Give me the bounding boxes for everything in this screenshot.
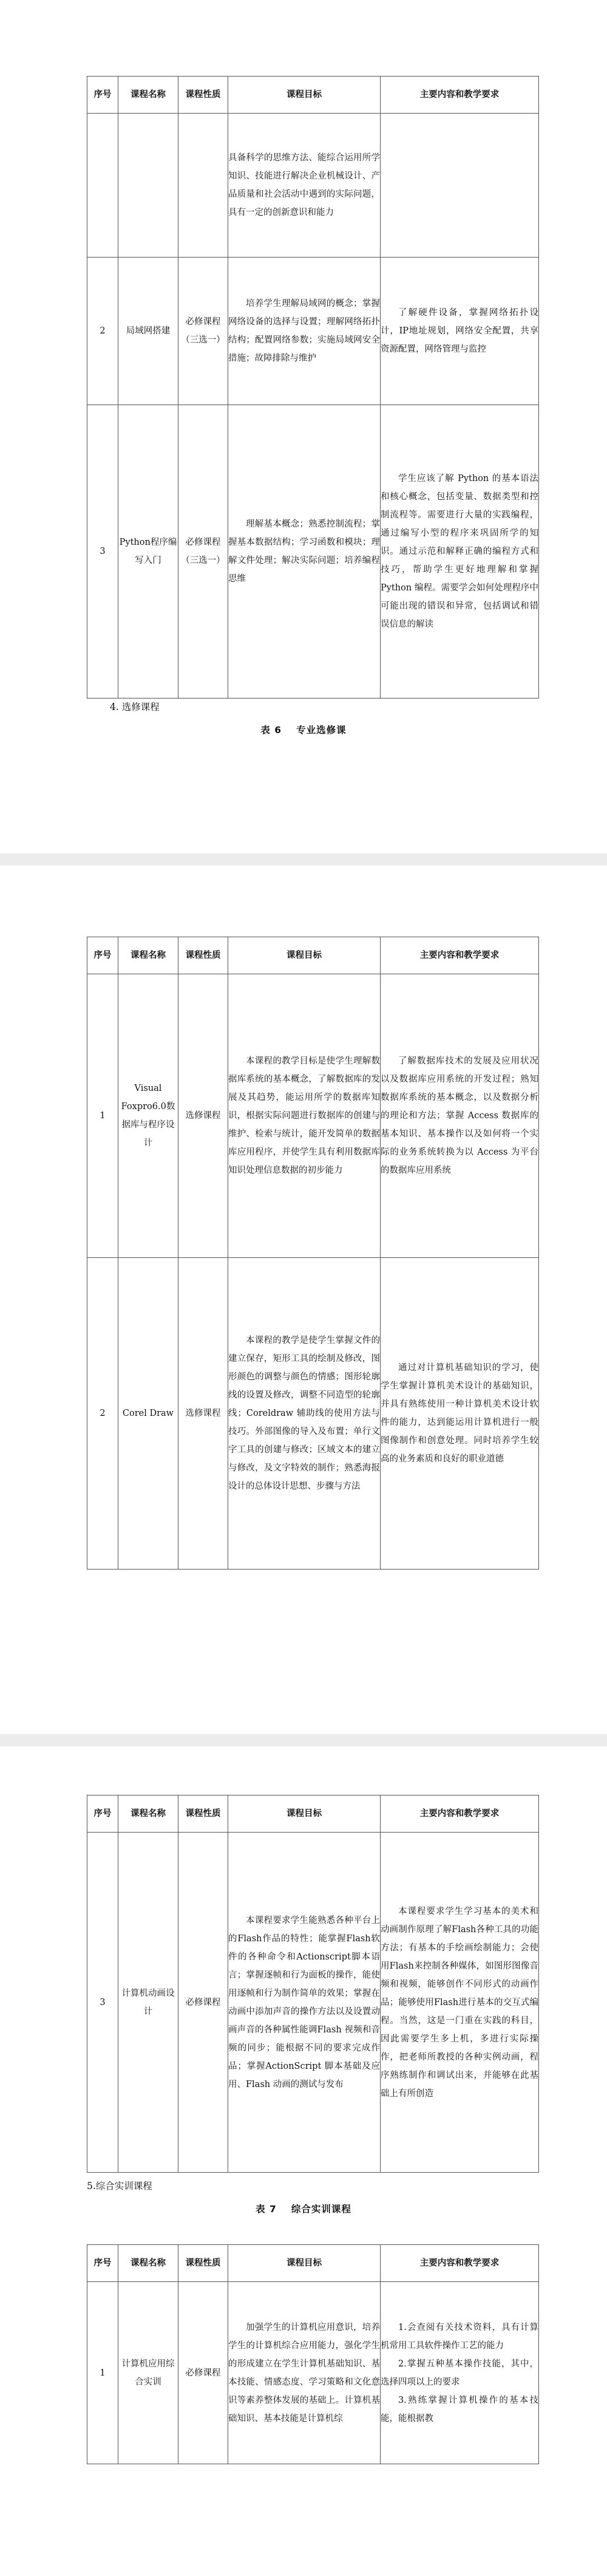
table-caption-7 (0, 2202, 607, 2215)
header-content: 主要内容和教学要求 (381, 1795, 539, 1833)
course-table-electives-cont (87, 1795, 539, 2173)
header-name: 课程名称 (118, 937, 178, 974)
row-nature: 必修课程 (178, 2282, 228, 2464)
row-nature: 选修课程 (178, 1258, 228, 1570)
row-content-text: 本课程要求学生学习基本的美术和动画制作原理了解Flash各种工具的功能方法；有基本的手绘画绘制能力；会使用Flash来控制各种媒体，如图形图像音频和视频，能够创作不同形式的动画作品；能够使用Flash进行基本的交互式编程。当然，这是一门重在实践的科目，因此需要学生多上机，多进行实际操作，把老师所教授的各种实例动画，程序熟练制作和调试出来，并能够在此基础上有所创造 (381, 1906, 538, 2099)
table-header-row (87, 937, 539, 974)
row-content (381, 114, 539, 258)
caption-title: 专业选修课 (296, 725, 347, 736)
row-num: 2 (87, 258, 118, 405)
header-name: 课程名称 (118, 77, 178, 114)
row-nature: 必修课程（三选一） (178, 405, 228, 699)
row-name: Corel Draw (118, 1258, 178, 1570)
row-num (87, 114, 118, 258)
row-name: 计算机应用综合实训 (118, 2282, 178, 2464)
row-nature: 必修课程（三选一） (178, 258, 228, 405)
header-name: 课程名称 (118, 2245, 178, 2282)
row-goal-text: 本课程的教学目标是使学生理解数据库系统的基本概念，了解数据库的发展及其趋势，能运用所学的数据库知识，根据实际问题进行数据库的创建与维护、检索与统计，能开发简单的数据库应用程序，并使学生具有利用数据库知识处理信息数据的初步能力 (228, 1056, 380, 1175)
header-content: 主要内容和教学要求 (381, 2245, 539, 2282)
table-header-row (87, 2245, 539, 2282)
row-content (381, 258, 539, 405)
row-content-line: 3.熟练掌握计算机操作的基本技能，能根据教 (381, 2395, 538, 2424)
row-goal-text: 本课程要求学生能熟悉各种平台上的Flash作品的特性；能掌握Flash软件的各种命令和Actionscript脚本语言；掌握逐帧和行为面板的操作，能使用逐帧和行为制作简单的效果；掌握在动画中添加声音的操作方法以及设置动画声音的各种属性能调Flash 视频和音频的同步；能根据不同的要求完成作品；掌握ActionScript 脚本基础及应用、Flash 动画的测试与发布 (228, 1915, 380, 2089)
row-goal-text: 本课程的教学是使学生掌握文件的建立保存，矩形工具的绘制及修改，图形颜色的调整与颜色的情感；图形轮廓线的设置及修改，调整不同造型的轮廓线；Coreldraw 辅助线的使用方法与技巧。外部图像的导入及布置；单行文字工具的创建与修改；区域文本的建立与修改，及文字特效的制作；熟悉海报设计的总体设计思想、步骤与方法 (228, 1336, 380, 1491)
row-content (381, 1833, 539, 2173)
row-content (381, 1258, 539, 1570)
row-name: 局域网搭建 (118, 258, 178, 405)
header-nature: 课程性质 (178, 937, 228, 974)
header-name: 课程名称 (118, 1795, 178, 1833)
header-goal: 课程目标 (228, 2245, 381, 2282)
row-content (381, 974, 539, 1258)
header-nature: 课程性质 (178, 2245, 228, 2282)
table-row (87, 114, 539, 258)
row-nature: 选修课程 (178, 974, 228, 1258)
row-content-text: 学生应该了解 Python 的基本语法和核心概念，包括变量、数据类型和控制流程等。需要进行大量的实践编程，通过编写小型的程序来巩固所学的知识。通过示范和解释正确的编程方式和技巧，帮助学生更好地理解和掌握 Python 编程。需要学会如何处理程序中可能出现的错误和异常，包括调试和错误信息的解读 (381, 474, 538, 629)
row-content (381, 405, 539, 699)
table-row (87, 1833, 539, 2173)
row-goal-text: 培养学生理解局域网的概念；掌握网络设备的选择与设置；理解网络拓扑结构；配置网络参数；实施局域网安全措施；故障排除与维护 (228, 299, 380, 363)
table-row (87, 258, 539, 405)
caption-number: 表 6 (260, 725, 282, 736)
caption-title: 综合实训课程 (291, 2204, 351, 2215)
row-content-line: 2.掌握五种基本操作技能，其中，选择四项以上的要求 (381, 2359, 538, 2387)
row-name (118, 114, 178, 258)
row-goal-text: 加强学生的计算机应用意识，培养学生的计算机综合应用能力，强化学生的形成建立在学生计算机基础知识、基本技能、情感态度、学习策略和文化意识等素养整体发展的基础上。计算机基础知识、基本技能是计算机综 (228, 2322, 380, 2424)
row-nature: 必修课程 (178, 1833, 228, 2173)
row-num: 3 (87, 405, 118, 699)
table-header-row (87, 77, 539, 114)
course-table-electives (87, 937, 539, 1570)
row-goal (228, 114, 381, 258)
page-3 (0, 1746, 607, 2576)
header-nature: 课程性质 (178, 1795, 228, 1833)
row-goal (228, 1833, 381, 2173)
section-heading-electives: 4. 选修课程 (110, 702, 160, 712)
row-goal (228, 405, 381, 699)
row-num: 2 (87, 1258, 118, 1570)
header-num: 序号 (87, 937, 118, 974)
row-goal-text: 理解基本概念；熟悉控制流程；掌握基本数据结构；学习函数和模块；理解文件处理；解决实际问题；培养编程思维 (228, 519, 380, 584)
header-content: 主要内容和教学要求 (381, 77, 539, 114)
page-2 (0, 866, 607, 1734)
row-goal (228, 974, 381, 1258)
course-table-practical (87, 2244, 539, 2464)
row-content-text: 通过对计算机基础知识的学习，使学生掌握计算机美术设计的基础知识，并具有熟练使用一种计算机美术设计软件的能力，达到能运用计算机进行一般图像制作和创意处理。同时培养学生较高的业务素质和良好的职业道德 (381, 1363, 538, 1464)
row-goal (228, 1258, 381, 1570)
header-num: 序号 (87, 77, 118, 114)
row-nature (178, 114, 228, 258)
row-num: 3 (87, 1833, 118, 2173)
header-content: 主要内容和教学要求 (381, 937, 539, 974)
table-row (87, 405, 539, 699)
row-content-text: 了解数据库技术的发展及应用状况以及数据库应用系统的开发过程；熟知数据库系统的基本概念，以及数据分析的理论和方法；掌握 Access 数据库的基本知识、基本操作以及如何将一个实际的业务系统转换为以 Access 为平台的数据库应用系统 (381, 1056, 538, 1175)
section-heading-practical: 5.综合实训课程 (87, 2181, 152, 2192)
header-goal: 课程目标 (228, 1795, 381, 1833)
header-num: 序号 (87, 2245, 118, 2282)
header-nature: 课程性质 (178, 77, 228, 114)
table-header-row (87, 1795, 539, 1833)
row-num: 1 (87, 974, 118, 1258)
row-name: Python程序编写入门 (118, 405, 178, 699)
row-goal (228, 2282, 381, 2464)
page-1 (0, 0, 607, 853)
row-goal-text: 具备科学的思维方法、能综合运用所学知识、技能进行解决企业机械设计、产品质量和社会活动中遇到的实际问题，具有一定的创新意识和能力 (228, 153, 380, 217)
row-name: 计算机动画设计 (118, 1833, 178, 2173)
course-table-required-cont (87, 76, 539, 699)
row-name: Visual Foxpro6.0数据库与程序设计 (118, 974, 178, 1258)
table-row (87, 2282, 539, 2464)
row-content (381, 2282, 539, 2464)
row-goal (228, 258, 381, 405)
row-content-text: 了解硬件设备，掌握网络拓扑设计，IP地址规划，网络安全配置，共享资源配置，网络管理与监控 (381, 308, 538, 354)
header-num: 序号 (87, 1795, 118, 1833)
row-num: 1 (87, 2282, 118, 2464)
row-content-line: 1.会查阅有关技术资料，具有计算机常用工具软件操作工艺的能力 (381, 2322, 538, 2351)
table-caption-6 (0, 723, 607, 736)
table-row (87, 1258, 539, 1570)
header-goal: 课程目标 (228, 937, 381, 974)
header-goal: 课程目标 (228, 77, 381, 114)
table-row (87, 974, 539, 1258)
caption-number: 表 7 (256, 2204, 277, 2215)
